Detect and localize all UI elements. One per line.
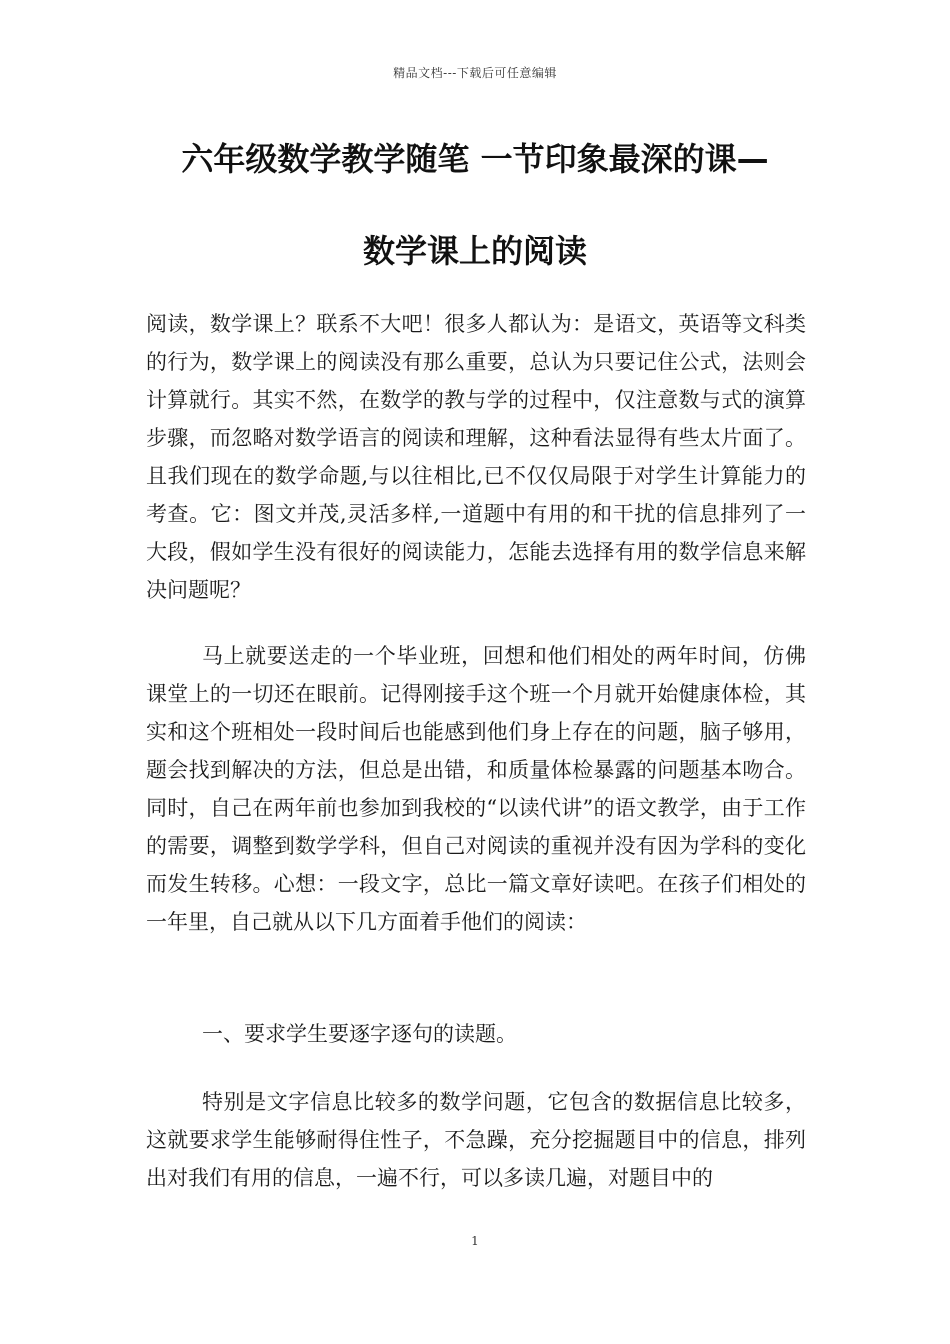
paragraph-1: 阅读，数学课上？联系不大吧！很多人都认为：是语文，英语等文科类的行为，数学课上的阅读没有那么重要，总认为只要记住公式，法则会计算就行。其实不然，在数学的教与学的过程中，仅注意数与式的演算步骤，而忽略对数学语言的阅读和理解，这种看法显得有些太片面了。且我们现在的数学命题,与以往相比,已不仅仅局限于对学生计算能力的考查。它：图文并茂,灵活多样,一道题中有用的和干扰的信息排列了一大段，假如学生没有很好的阅读能力，怎能去选择有用的数学信息来解决问题呢？ <box>146 312 806 602</box>
section-heading: 一、要求学生要逐字逐句的读题。 <box>202 1022 517 1046</box>
page-header: 精品文档---下载后可任意编辑 <box>393 66 557 80</box>
document-title-line-1: 六年级数学教学随笔 一节印象最深的课— <box>181 140 769 178</box>
paragraph-3: 特别是文字信息比较多的数学问题，它包含的数据信息比较多，这就要求学生能够耐得住性子，不急躁，充分挖掘题目中的信息，排列出对我们有用的信息，一遍不行，可以多读几遍，对题目中的 <box>146 1090 806 1190</box>
page-number: 1 <box>471 1234 479 1248</box>
paragraph-2: 马上就要送走的一个毕业班，回想和他们相处的两年时间，仿佛课堂上的一切还在眼前。记得刚接手这个班一个月就开始健康体检，其实和这个班相处一段时间后也能感到他们身上存在的问题，脑子够用，题会找到解决的方法，但总是出错，和质量体检暴露的问题基本吻合。同时，自己在两年前也参加到我校的“以读代讲”的语文教学，由于工作的需要，调整到数学学科，但自己对阅读的重视并没有因为学科的变化而发生转移。心想：一段文字，总比一篇文章好读吧。在孩子们相处的一年里，自己就从以下几方面着手他们的阅读： <box>146 644 806 934</box>
document-title-line-2: 数学课上的阅读 <box>362 232 587 270</box>
